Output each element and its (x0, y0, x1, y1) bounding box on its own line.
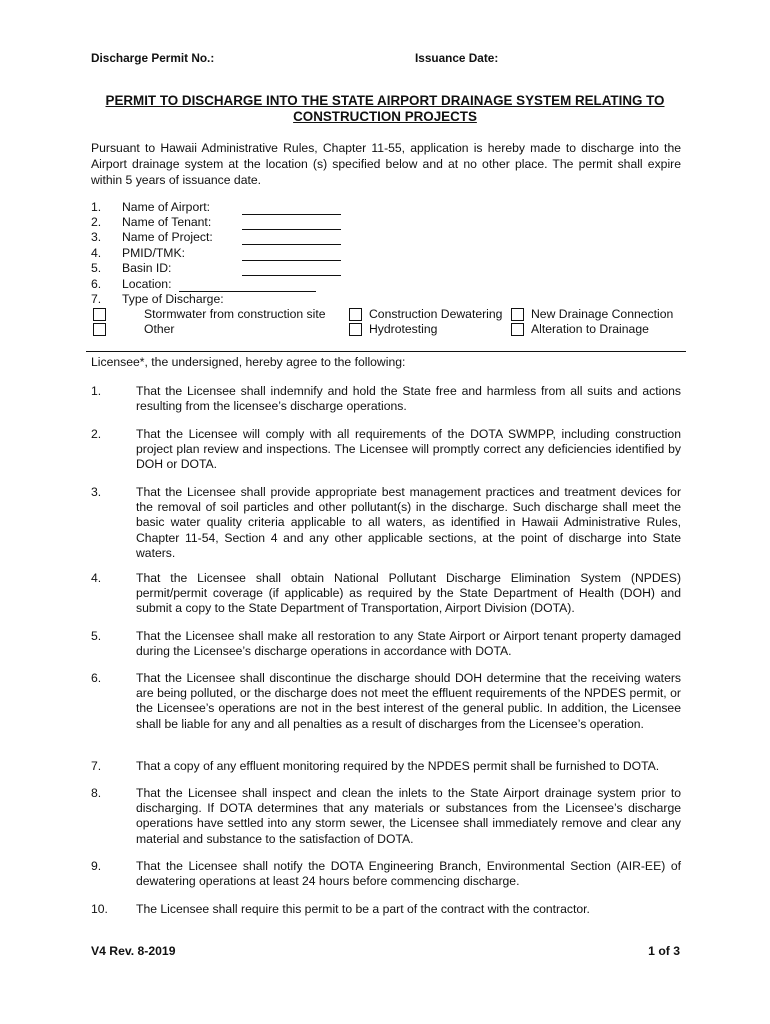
term-text: That the Licensee shall provide appropriate best management practices and treatment devices for the removal of soil particles and other pollutant(s) in the discharge. Such discharge shall meet the basic water quality criteria applicable to all waters, as identified in Hawaii Administrative Rules, Chapter 11-54, Section 4 and any other applicable sections, at the point of discharge into State waters. (136, 485, 681, 560)
alteration-to-drainage-label: Alteration to Drainage (531, 322, 649, 336)
field-tenant-name (91, 214, 341, 230)
term-text: That the Licensee will comply with all requirements of the DOTA SWMPP, including construction project plan review and inspections. The Licensee will promptly correct any deficiencies identified by DOH or DOTA. (136, 427, 681, 472)
term-number: 3. (91, 485, 102, 499)
term-text: That the Licensee shall inspect and clean the inlets to the State Airport drainage system prior to discharging. If DOTA determines that any materials or substances from the Licensee’s discharge operations have settled into any storm sewer, the Licensee shall immediately remove and clear any material and substance to the satisfaction of DOTA. (136, 786, 681, 846)
term-text: That the Licensee shall discontinue the discharge should DOH determine that the receiving waters are being polluted, or the discharge does not meet the effluent requirements of the NPDES permit, or the Licensee’s operations are not in the best interest of the general public. In addition, the Licensee shall be liable for any and all penalties as a result of discharges from the Licensee’s operation. (136, 671, 681, 731)
field-project-name (91, 229, 341, 245)
term-number: 6. (91, 671, 102, 685)
page-title: PERMIT TO DISCHARGE INTO THE STATE AIRPORT DRAINAGE SYSTEM RELATING TO CONSTRUCTION PROJECTS (105, 93, 665, 124)
term-item (91, 902, 681, 917)
field-number: 2. (91, 215, 102, 229)
term-text: The Licensee shall require this permit to be a part of the contract with the contractor. (136, 902, 590, 916)
term-number: 4. (91, 571, 102, 585)
construction-dewatering-label: Construction Dewatering (369, 307, 503, 321)
term-number: 8. (91, 786, 102, 800)
issuance-date-label: Issuance Date: (415, 51, 499, 65)
field-number: 1. (91, 200, 102, 214)
term-item (91, 671, 681, 732)
term-item (91, 859, 681, 889)
field-number: 3. (91, 230, 102, 244)
project-name-input[interactable] (242, 232, 341, 245)
page-number: 1 of 3 (648, 944, 680, 958)
alteration-to-drainage-checkbox[interactable] (511, 323, 524, 336)
term-text: That the Licensee shall indemnify and hold the State free and harmless from all suits and actions resulting from the licensee’s discharge operations. (136, 384, 681, 414)
discharge-permit-no-label: Discharge Permit No.: (91, 51, 215, 65)
term-text: That a copy of any effluent monitoring required by the NPDES permit shall be furnished to DOTA. (136, 759, 660, 773)
hydrotesting-checkbox[interactable] (349, 323, 362, 336)
term-number: 5. (91, 629, 102, 643)
field-number: 5. (91, 261, 102, 275)
term-number: 7. (91, 759, 102, 773)
term-item (91, 629, 681, 659)
hydrotesting-label: Hydrotesting (369, 322, 438, 336)
field-label: Location: (122, 277, 172, 291)
field-label: Type of Discharge: (122, 292, 224, 306)
term-item (91, 571, 681, 617)
field-number: 7. (91, 292, 102, 306)
section-divider (86, 351, 686, 352)
term-text: That the Licensee shall notify the DOTA Engineering Branch, Environmental Section (AIR-EE) of dewatering operations at least 24 hours before commencing discharge. (136, 859, 681, 889)
field-number: 6. (91, 277, 102, 291)
construction-dewatering-checkbox[interactable] (349, 308, 362, 321)
new-drainage-connection-label: New Drainage Connection (531, 307, 674, 321)
term-item (91, 786, 681, 847)
field-label: Name of Tenant: (122, 215, 212, 229)
field-label: Name of Airport: (122, 200, 211, 214)
field-location (91, 276, 316, 292)
version-label: V4 Rev. 8-2019 (91, 944, 176, 958)
term-item (91, 759, 681, 774)
term-item (91, 427, 681, 473)
term-number: 10. (91, 902, 108, 916)
field-label: PMID/TMK: (122, 246, 185, 260)
field-number: 4. (91, 246, 102, 260)
term-item (91, 384, 681, 414)
agreement-intro: Licensee*, the undersigned, hereby agree to the following: (91, 355, 406, 369)
term-text: That the Licensee shall obtain National Pollutant Discharge Elimination System (NPDES) permit/permit coverage (if applicable) as required by the State Department of Health (DOH) and submit a copy to the State Department of Transportation, Airport Division (DOTA). (136, 571, 681, 616)
other-checkbox[interactable] (93, 323, 106, 336)
new-drainage-connection-checkbox[interactable] (511, 308, 524, 321)
field-label: Basin ID: (122, 261, 172, 275)
term-text: That the Licensee shall make all restoration to any State Airport or Airport tenant property damaged during the Licensee’s discharge operations in accordance with DOTA. (136, 629, 681, 659)
term-number: 2. (91, 427, 102, 441)
stormwater-label: Stormwater from construction site (144, 307, 326, 321)
intro-paragraph: Pursuant to Hawaii Administrative Rules, Chapter 11-55, application is hereby made to discharge into the Airport drainage system at the location (s) specified below and at no other place. The permit shall expire within 5 years of issuance date. (91, 141, 681, 187)
stormwater-checkbox[interactable] (93, 308, 106, 321)
other-label: Other (144, 322, 175, 336)
term-number: 9. (91, 859, 102, 873)
term-number: 1. (91, 384, 102, 398)
field-label: Name of Project: (122, 230, 213, 244)
term-item (91, 485, 681, 561)
field-basin-id (91, 260, 341, 276)
field-pmid-tmk (91, 245, 341, 261)
basin-id-input[interactable] (242, 263, 341, 276)
field-discharge-type (91, 291, 224, 307)
field-airport-name (91, 199, 341, 215)
